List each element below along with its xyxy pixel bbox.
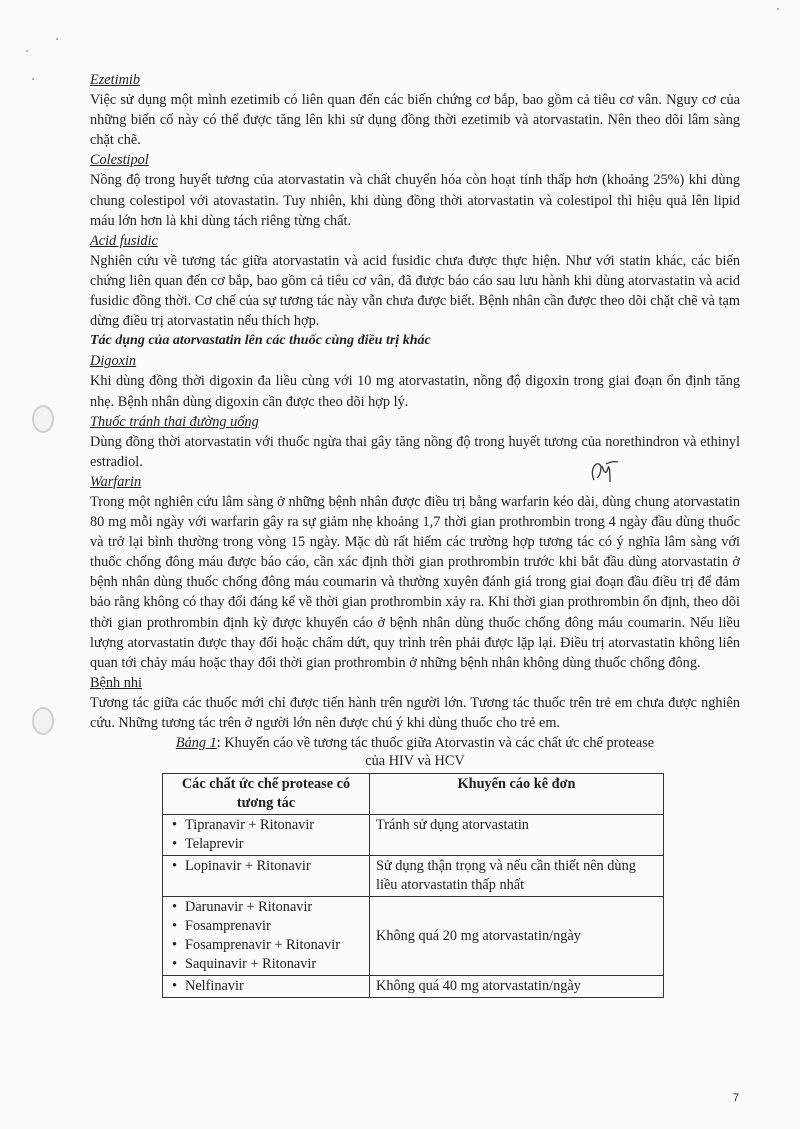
heading-acid-fusidic: Acid fusidic [90,232,158,249]
drug-item: • Lopinavir + Ritonavir [167,857,363,876]
heading-warfarin: Warfarin [90,473,142,490]
table-header-row [163,774,664,815]
table-cell-drugs [163,856,370,897]
drug-item: • Fosamprenavir + Ritonavir [167,936,363,955]
table-header-recommendation: Khuyến cáo kê đơn [370,774,664,815]
drug-item: • Nelfinavir [167,977,363,996]
table-caption [90,734,740,770]
table-cell-drugs [163,976,370,998]
punch-hole [32,405,54,433]
table-caption-line1: : Khuyến cáo về tương tác thuốc giữa Atorvastin và các chất ức chế protease [216,735,655,752]
heading-oral-contraceptive: Thuốc tránh thai đường uống [90,413,259,430]
table-cell-advice: Tránh sử dụng atorvastatin [370,815,664,856]
table-row [163,815,664,856]
table-cell-advice: Không quá 40 mg atorvastatin/ngày [370,976,664,998]
drug-item: • Telaprevir [167,835,363,854]
paragraph-warfarin: Trong một nghiên cứu lâm sàng ở những bệnh nhân được điều trị bằng warfarin kéo dài, dùng chung atorvastatin 80 mg mỗi ngày với warfarin gây ra sự giảm nhẹ khoảng 1,7 thời gian prothrombin trong 4 ngày đầu dùng thuốc và trở lại bình thường trong vòng 15 ngày. Mặc dù rất hiếm các trường hợp tương tác có ý nghĩa lâm sàng với thuốc chống đông máu được báo cáo, cần xác định thời gian prothrombin trước khi bắt đầu dùng atorvastatin ở bệnh nhân dùng thuốc chống đông máu coumarin và thường xuyên đánh giá trong giai đoạn đầu điều trị để đảm bảo rằng không có thay đổi đáng kể về thời gian prothrombin xảy ra. Khi thời gian prothrombin ổn định, theo dõi thời gian prothrombin định kỳ được khuyến cáo ở bệnh nhân dùng thuốc chống đông máu coumarin. Nếu liều lượng atorvastatin được thay đổi hoặc chấm dứt, quy trình trên phải được lặp lại. Điều trị atorvastatin không liên quan tới chảy máu hoặc thay đổi thời gian prothrombin ở những bệnh nhân không dùng thuốc chống đông. [90,493,740,671]
paragraph-pediatric: Tương tác giữa các thuốc mới chỉ được tiến hành trên người lớn. Tương tác thuốc trên trẻ em chưa được nghiên cứu. Những tương tác trên ở người lớn nên được chú ý khi dùng thuốc cho trẻ em. [90,694,740,731]
paragraph-acid-fusidic: Nghiên cứu về tương tác giữa atorvastatin và acid fusidic chưa được thực hiện. Như với statin khác, các biến chứng liên quan đến cơ bắp, bao gồm cả tiêu cơ vân, đã được báo cáo sau lưu hành khi dùng atorvastatin và acid fusidic đồng thời. Cơ chế của sự tương tác này vẫn chưa được biết. Bệnh nhân cần được theo dõi chặt chẽ và tạm dừng điều trị atorvastatin nếu thích hợp. [90,252,740,330]
heading-ezetimib: Ezetimib [90,72,141,88]
punch-hole [32,707,54,735]
heading-digoxin: Digoxin [90,353,137,370]
drug-item: • Darunavir + Ritonavir [167,898,363,917]
heading-effects-on-other-drugs: Tác dụng của atorvastatin lên các thuốc cùng điều trị khác [90,333,431,349]
drug-item: • Tipranavir + Ritonavir [167,816,363,835]
table-caption-label: Bảng 1 [175,735,217,752]
heading-colestipol: Colestipol [90,152,149,169]
document-page [90,70,740,998]
scan-speck [56,38,58,40]
table-cell-advice: Sử dụng thận trọng và nếu cần thiết nên dùng liều atorvastatin thấp nhất [370,856,664,897]
scan-speck [777,8,779,10]
table-row [163,897,664,976]
table-cell-drugs [163,897,370,976]
heading-pediatric: Bệnh nhi [90,674,143,691]
drug-item: • Saquinavir + Ritonavir [167,955,363,974]
table-cell-drugs [163,815,370,856]
paragraph-ezetimib: Việc sử dụng một mình ezetimib có liên quan đến các biến chứng cơ bắp, bao gồm cả tiêu cơ vân. Nguy cơ của những biến cố này có thể được tăng lên khi sử dụng đồng thời ezetimib và atorvastatin. Nên theo dõi lâm sàng chặt chẽ. [90,92,740,149]
table-row [163,856,664,897]
scan-speck [32,78,34,80]
drug-item: • Fosamprenavir [167,917,363,936]
scan-speck [26,50,28,52]
table-caption-line2: của HIV và HCV [365,753,465,770]
table-header-inhibitors: Các chất ức chế protease có tương tác [163,774,370,815]
paragraph-oral-contraceptive: Dùng đồng thời atorvastatin với thuốc ngừa thai gây tăng nồng độ trong huyết tương của norethindron và ethinyl estradiol. [90,433,740,470]
table-row [163,976,664,998]
paragraph-colestipol: Nồng độ trong huyết tương của atorvastatin và chất chuyển hóa còn hoạt tính thấp hơn (khoảng 25%) khi dùng chung colestipol với atovastatin. Tuy nhiên, khi dùng đồng thời atorvastatin và colestipol thì hiệu quả lên lipid máu lớn hơn là khi dùng tách riêng từng chất. [90,172,740,229]
paragraph-digoxin: Khi dùng đồng thời digoxin đa liều cùng với 10 mg atorvastatin, nồng độ digoxin trong giai đoạn ổn định tăng nhẹ. Bệnh nhân dùng digoxin cần được theo dõi hợp lý. [90,373,740,410]
table-cell-advice: Không quá 20 mg atorvastatin/ngày [370,897,664,976]
interaction-table [162,773,664,998]
page-number: 7 [733,1092,740,1104]
